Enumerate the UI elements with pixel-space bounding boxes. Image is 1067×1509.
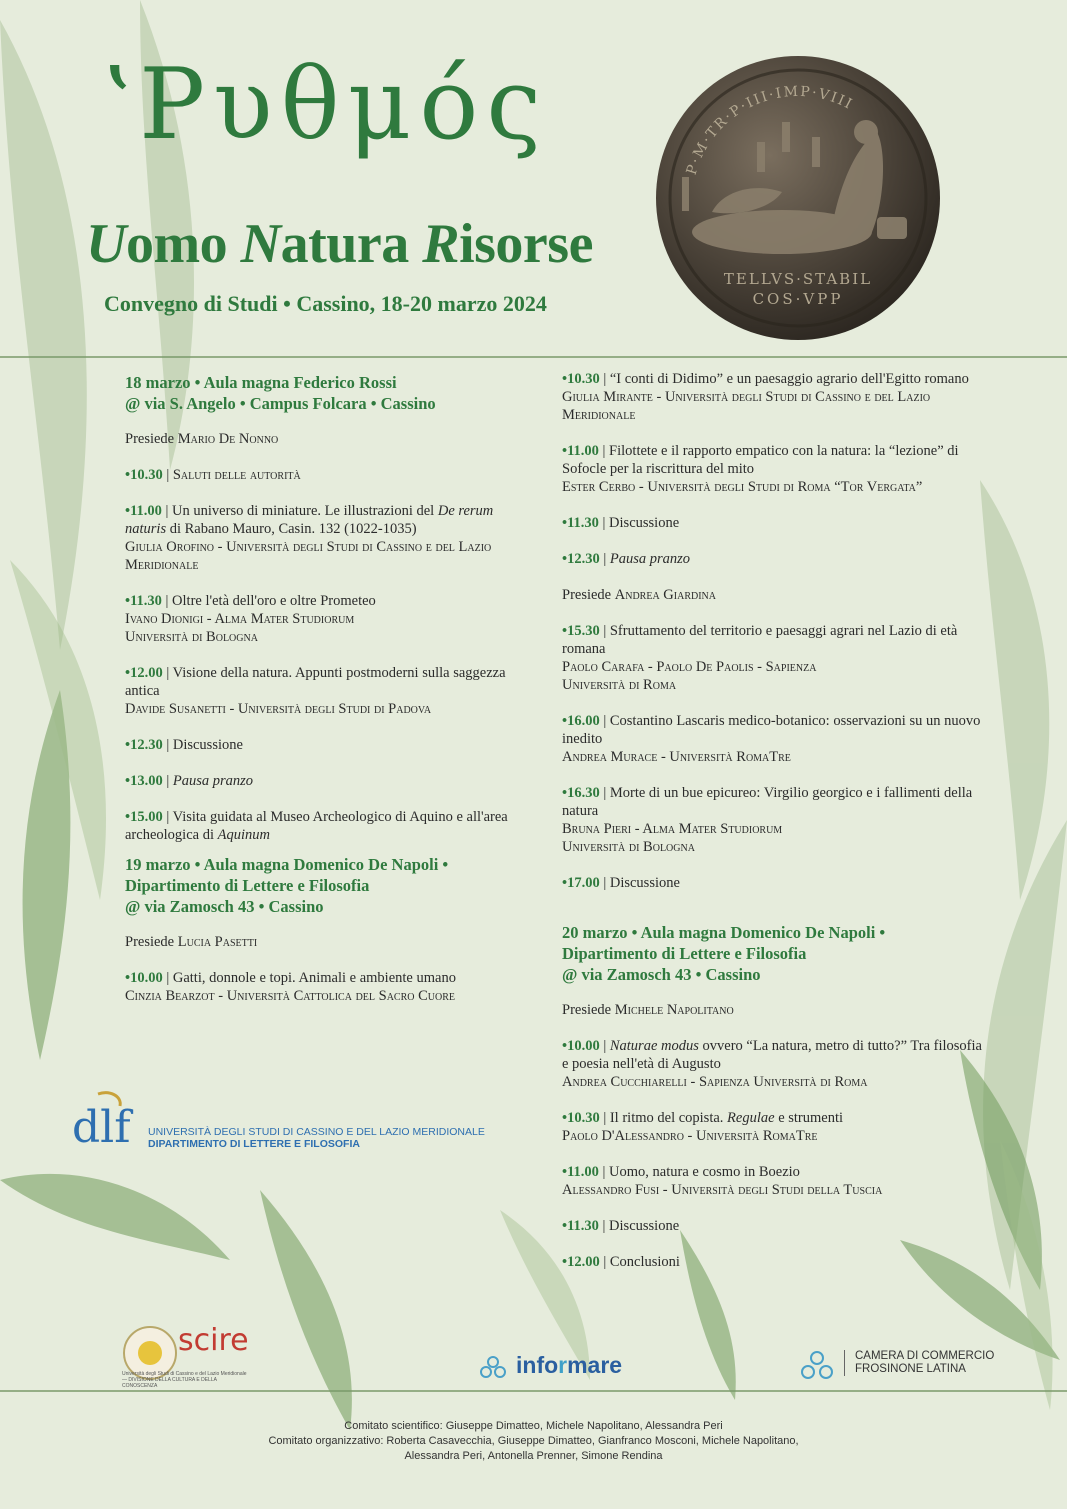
speaker: Ester Cerbo - Università degli Studi di Roma “Tor Vergata” — [562, 479, 923, 495]
top-divider — [0, 356, 1067, 358]
subtitle-word-1: Uomo — [86, 213, 241, 275]
title-greek: ʽΡυθμός — [100, 48, 550, 162]
dlf-institution-text: UNIVERSITÀ DEGLI STUDI DI CASSINO E DEL LAZIO MERIDIONALE DIPARTIMENTO DI LETTERE E FILOSOFIA — [148, 1126, 485, 1150]
speaker: Andrea Cucchiarelli - Sapienza Università di Roma — [562, 1074, 868, 1090]
day-3-header: 20 marzo • Aula magna Domenico De Napoli • Dipartimento di Lettere e Filosofia @ via Zamosch 43 • Cassino — [562, 923, 886, 984]
speaker: Ivano Dionigi - Alma Mater Studiorum — [125, 611, 355, 627]
informare-flower-icon — [478, 1354, 508, 1382]
program-left-column — [125, 372, 525, 1023]
speaker: Cinzia Bearzot - Università Cattolica del Sacro Cuore — [125, 988, 455, 1004]
speaker-affiliation: Università di Bologna — [562, 839, 695, 855]
speaker: Giulia Mirante - Università degli Studi di Cassino e del Lazio Meridionale — [562, 389, 931, 423]
camera-commercio-icon — [800, 1350, 834, 1382]
session-item: •16.00 | Costantino Lascaris medico-botanico: osservazioni su un nuovo inedito Andrea Murace - Università RomaTre — [562, 713, 981, 765]
session-item: •16.30 | Morte di un bue epicureo: Virgilio georgico e i fallimenti della natura Bruna Pieri - Alma Mater Studiorum Università di Bologna — [562, 784, 982, 856]
session-item: •12.00 | Conclusioni — [562, 1254, 680, 1270]
roman-coin-image — [652, 52, 944, 344]
session-item: •10.30 | “I conti di Didimo” e un paesaggio agrario dell'Egitto romano Giulia Mirante - Università degli Studi di Cassino e del Lazio Meridionale — [562, 370, 982, 424]
day-2-header: 19 marzo • Aula magna Domenico De Napoli • Dipartimento di Lettere e Filosofia @ via Zamosch 43 • Cassino — [125, 855, 449, 916]
day-1-header: 18 marzo • Aula magna Federico Rossi @ via S. Angelo • Campus Folcara • Cassino — [125, 373, 436, 413]
speaker-affiliation: Università di Bologna — [125, 629, 258, 645]
session-item: •10.30 | Saluti delle autorità — [125, 467, 301, 483]
subtitle-word-3: Risorse — [422, 213, 593, 275]
speaker: Paolo D'Alessandro - Università RomaTre — [562, 1128, 818, 1144]
session-item: •15.00 | Visita guidata al Museo Archeologico di Aquino e all'area archeologica di Aquinum — [125, 809, 508, 843]
conference-line: Convegno di Studi • Cassino, 18-20 marzo 2024 — [104, 291, 547, 316]
session-item: •11.00 | Filottete e il rapporto empatico con la natura: la “lezione” di Sofocle per la riscrittura del mito Ester Cerbo - Università degli Studi di Roma “Tor Vergata” — [562, 442, 982, 496]
subtitle — [86, 212, 593, 276]
speaker: Alessandro Fusi - Università degli Studi della Tuscia — [562, 1182, 883, 1198]
subtitle-word-2: Natura — [240, 213, 423, 275]
session-item: •17.00 | Discussione — [562, 875, 680, 891]
coin-bottom-legend-2: COS·VPP — [752, 290, 844, 308]
session-item: •10.00 | Gatti, donnole e topi. Animali e ambiente umano Cinzia Bearzot - Università Cattolica del Sacro Cuore — [125, 969, 525, 1005]
session-item: •13.00 | Pausa pranzo — [125, 773, 254, 789]
chair-day-3: Presiede Michele Napolitano — [562, 1002, 734, 1018]
speaker-affiliation: Università di Roma — [562, 677, 677, 693]
coin-bottom-legend-1: TELLVS·STABIL — [723, 270, 873, 288]
session-item: •11.30 | Oltre l'età dell'oro e oltre Prometeo Ivano Dionigi - Alma Mater Studiorum Università di Bologna — [125, 592, 525, 646]
session-item: •15.30 | Sfruttamento del territorio e paesaggi agrari nel Lazio di età romana Paolo Carafa - Paolo De Paolis - Sapienza Università di Roma — [562, 622, 982, 694]
coin-top-legend: P·M·TR·P·III·IMP·VIII — [683, 83, 856, 177]
speaker: Paolo Carafa - Paolo De Paolis - Sapienza — [562, 659, 817, 675]
chair-day-2-afternoon: Presiede Andrea Giardina — [562, 587, 716, 603]
chair-day-2: Presiede Lucia Pasetti — [125, 934, 258, 950]
speaker: Davide Susanetti - Università degli Studi di Padova — [125, 701, 432, 717]
session-item: •11.30 | Discussione — [562, 1218, 680, 1234]
session-item: •12.00 | Visione della natura. Appunti postmoderni sulla saggezza antica Davide Susanetti - Università degli Studi di Padova — [125, 664, 525, 718]
bottom-divider — [0, 1390, 1067, 1392]
speaker: Bruna Pieri - Alma Mater Studiorum — [562, 821, 783, 837]
session-item: •11.30 | Discussione — [562, 515, 680, 531]
svg-text:dlf: dlf — [72, 1102, 131, 1153]
session-item: •11.00 | Uomo, natura e cosmo in Boezio Alessandro Fusi - Università degli Studi della Tuscia — [562, 1163, 982, 1199]
speaker: Giulia Orofino - Università degli Studi di Cassino e del Lazio Meridionale — [125, 539, 492, 573]
committees-footer: Comitato scientifico: Giuseppe Dimatteo, Michele Napolitano, Alessandra Peri Comitato organizzativo: Roberta Casavecchia, Giuseppe Dimatteo, Gianfranco Mosconi, Michele Napolitano, Alessandra Peri, Antonella Prenner, Simone Rendina — [268, 1420, 799, 1462]
session-item: •11.00 | Un universo di miniature. Le illustrazioni del De rerum naturis di Rabano Mauro, Casin. 132 (1022-1035) Giulia Orofino - Università degli Studi di Cassino e del Lazio Meridionale — [125, 502, 525, 574]
session-item: •10.30 | Il ritmo del copista. Regulae e strumenti Paolo D'Alessandro - Università RomaTre — [562, 1109, 982, 1145]
dlf-logo — [70, 1090, 140, 1153]
program-right-column — [562, 370, 982, 1289]
chair-day-1: Presiede Mario De Nonno — [125, 431, 279, 447]
scire-logo: scire Università degli Studi di Cassino e del Lazio Meridionale — DIVISIONE DELLA CULTURA E DELLA CONOSCENZA — [122, 1323, 249, 1389]
session-item: •12.30 | Discussione — [125, 737, 243, 753]
session-item: •12.30 | Pausa pranzo — [562, 551, 691, 567]
session-item: •10.00 | Naturae modus ovvero “La natura, metro di tutto?” Tra filosofia e poesia nell'età di Augusto Andrea Cucchiarelli - Sapienza Università di Roma — [562, 1038, 982, 1090]
speaker: Andrea Murace - Università RomaTre — [562, 749, 791, 765]
